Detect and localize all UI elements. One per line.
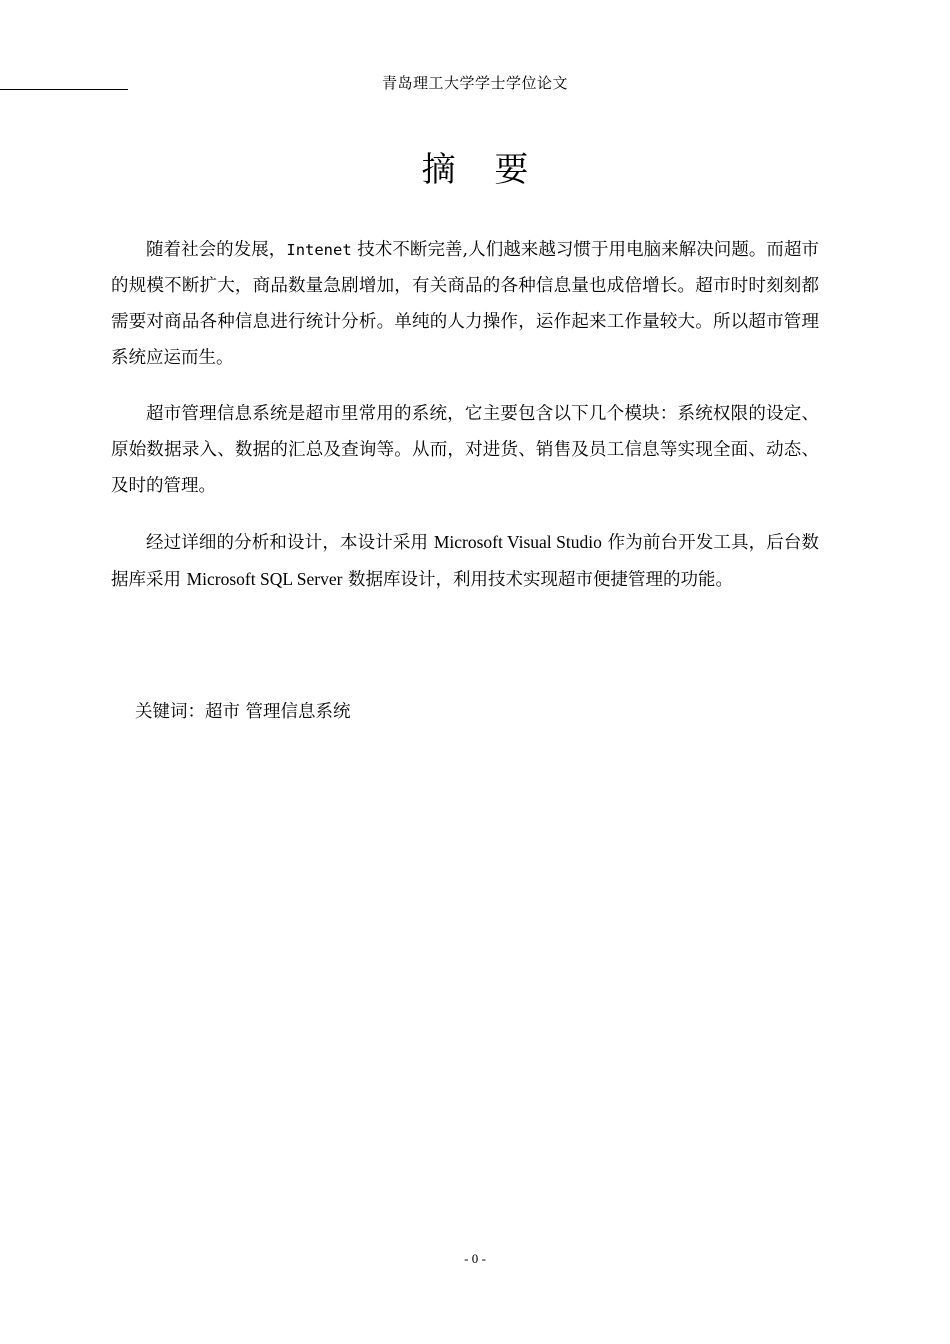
paragraph-text: 随着社会的发展， (146, 240, 287, 260)
keywords-line: 关键词：超市 管理信息系统 (135, 702, 351, 722)
page-number: - 0 - (464, 1251, 486, 1266)
abstract-body (111, 232, 819, 618)
header-rule (0, 89, 128, 90)
frontend-tool-name: Microsoft Visual Studio (433, 532, 602, 552)
paragraph-text: 数据库设计，利用技术实现超市便捷管理的功能。 (342, 570, 733, 590)
paragraph-text: 作为前台开发工具，后台数据库采用 (111, 533, 820, 590)
paragraph-text: 技术不断完善,人们越来越习惯于用电脑来解决问题。而超市的规模不断扩大，商品数量急剧增加，有关商品的各种信息量也成倍增长。超市时时刻刻都需要对商品各种信息进行统计分析。单纯的人力操作，运作起来工作量较大。所以超市管理系统应运而生。 (111, 240, 820, 368)
abstract-paragraph-1 (111, 232, 819, 376)
abstract-heading: 摘 要 (421, 150, 543, 190)
technology-term: Intenet (286, 241, 352, 259)
running-header: 青岛理工大学学士学位论文 (381, 74, 568, 92)
abstract-paragraph-3 (111, 524, 819, 598)
abstract-paragraph-2: 超市管理信息系统是超市里常用的系统，它主要包含以下几个模块：系统权限的设定、原始数据录入、数据的汇总及查询等。从而，对进货、销售及员工信息等实现全面、动态、及时的管理。 (111, 404, 819, 496)
paragraph-text: 经过详细的分析和设计，本设计采用 (146, 533, 434, 553)
database-tool-name: Microsoft SQL Server (186, 569, 343, 589)
